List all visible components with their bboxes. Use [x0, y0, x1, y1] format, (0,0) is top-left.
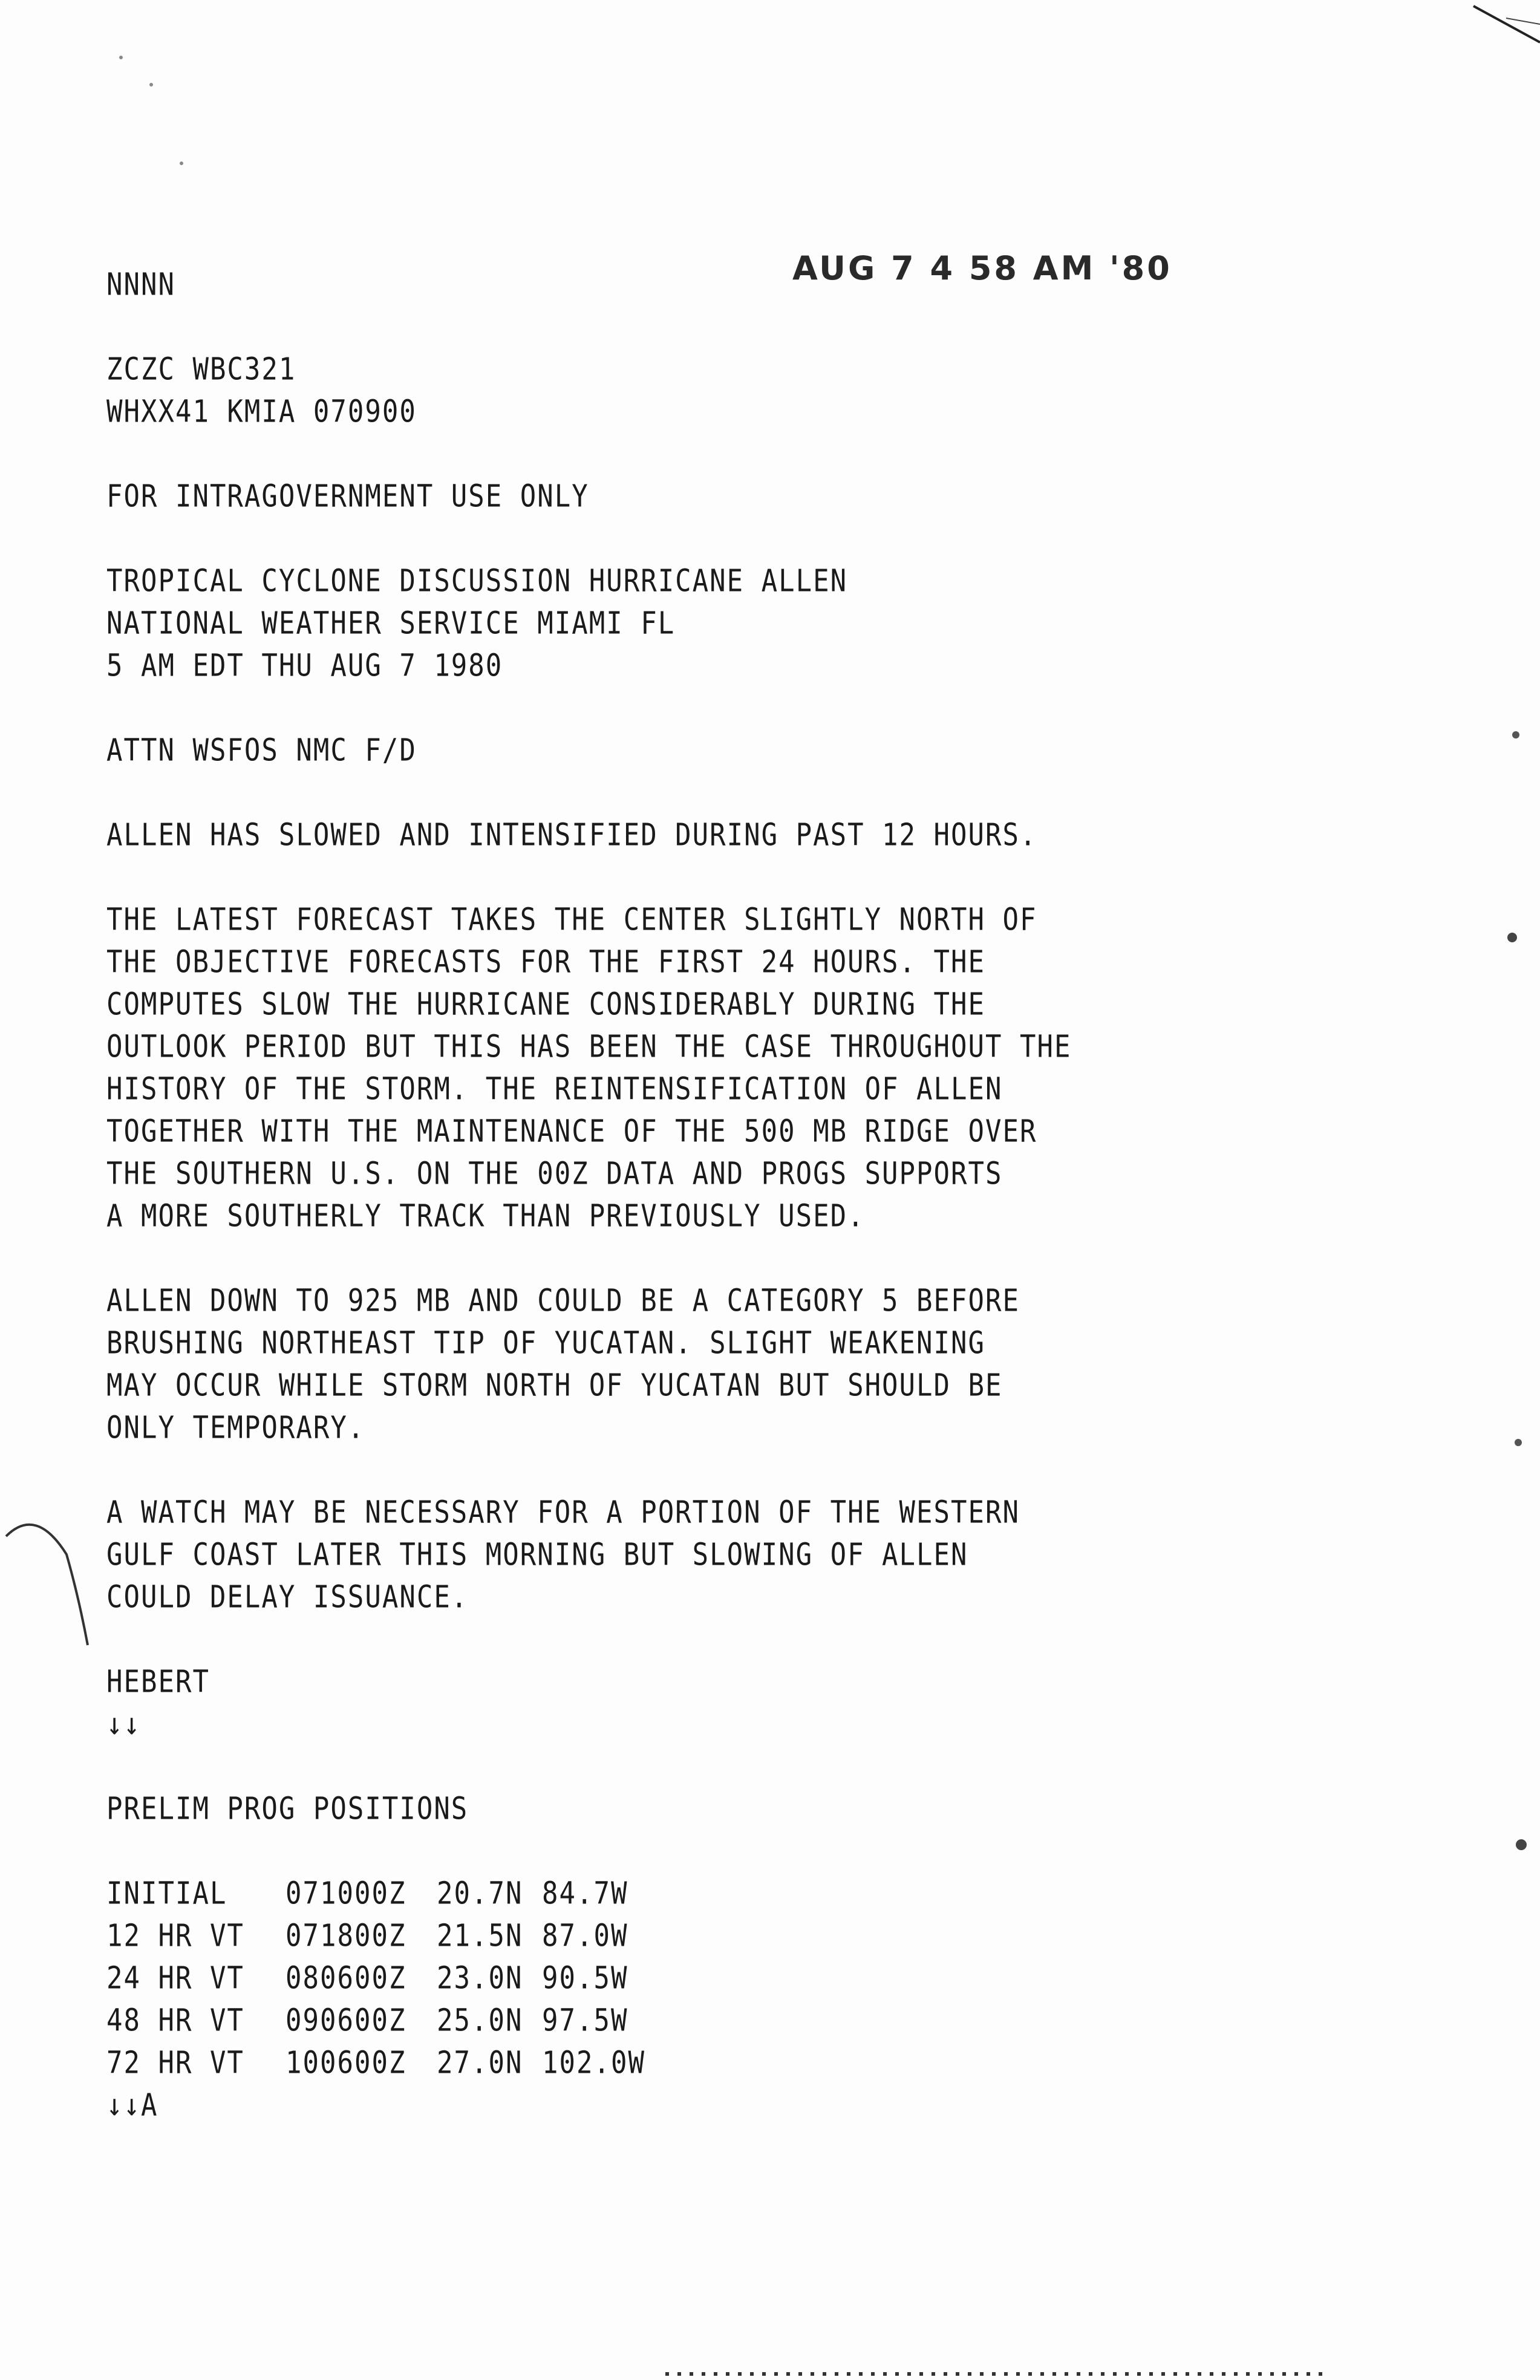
title-line-3: 5 AM EDT THU AUG 7 1980	[106, 648, 503, 684]
paragraph-2-line: COMPUTES SLOW THE HURRICANE CONSIDERABLY DURING THE	[106, 986, 986, 1023]
paragraph-3-line: ALLEN DOWN TO 925 MB AND COULD BE A CATEGORY 5 BEFORE	[106, 1283, 1020, 1319]
received-time-stamp: AUG 7 4 58 AM '80	[792, 249, 1172, 287]
prog-position-row	[106, 2045, 645, 2232]
end-marker: ↓↓A	[106, 2087, 158, 2124]
prog-time: 071800Z	[285, 1918, 406, 1954]
routing-line-2: WHXX41 KMIA 070900	[106, 394, 417, 430]
paragraph-2-line: THE SOUTHERN U.S. ON THE 00Z DATA AND PROGS SUPPORTS	[106, 1156, 1003, 1192]
prog-time: 080600Z	[285, 1960, 406, 1997]
paragraph-2-line: TOGETHER WITH THE MAINTENANCE OF THE 500 MB RIDGE OVER	[106, 1113, 1037, 1150]
attn-line: ATTN WSFOS NMC F/D	[106, 732, 417, 769]
prog-longitude: 84.7W	[542, 1876, 628, 1912]
prog-longitude: 90.5W	[542, 1960, 628, 1997]
prog-latitude: 23.0N	[437, 1960, 523, 1997]
prog-label: INITIAL	[106, 1876, 227, 1912]
paragraph-3-line: MAY OCCUR WHILE STORM NORTH OF YUCATAN BUT SHOULD BE	[106, 1368, 1003, 1404]
paragraph-2-line: HISTORY OF THE STORM. THE REINTENSIFICATION OF ALLEN	[106, 1071, 1003, 1107]
prog-latitude: 21.5N	[437, 1918, 523, 1954]
paragraph-4-line: COULD DELAY ISSUANCE.	[106, 1579, 469, 1615]
prog-time: 100600Z	[285, 2045, 406, 2081]
prog-longitude: 102.0W	[542, 2045, 645, 2081]
title-line-1: TROPICAL CYCLONE DISCUSSION HURRICANE ALLEN	[106, 563, 848, 599]
prog-label: 72 HR VT	[106, 2045, 244, 2081]
prog-latitude: 25.0N	[437, 2003, 523, 2039]
prog-latitude: 20.7N	[437, 1876, 523, 1912]
paragraph-2-line: A MORE SOUTHERLY TRACK THAN PREVIOUSLY USED.	[106, 1198, 865, 1234]
prog-time: 090600Z	[285, 2003, 406, 2039]
prog-label: 48 HR VT	[106, 2003, 244, 2039]
end-marker: ↓↓	[106, 1706, 141, 1743]
prog-longitude: 87.0W	[542, 1918, 628, 1954]
nnnn-marker: NNNN	[106, 267, 175, 303]
prog-positions-title: PRELIM PROG POSITIONS	[106, 1791, 469, 1827]
prog-label: 24 HR VT	[106, 1960, 244, 1997]
paragraph-3-line: ONLY TEMPORARY.	[106, 1410, 365, 1446]
classification-line: FOR INTRAGOVERNMENT USE ONLY	[106, 478, 589, 515]
routing-line-1: ZCZC WBC321	[106, 351, 296, 388]
prog-latitude: 27.0N	[437, 2045, 523, 2081]
prog-label: 12 HR VT	[106, 1918, 244, 1954]
paragraph-2-line: THE OBJECTIVE FORECASTS FOR THE FIRST 24 HOURS. THE	[106, 944, 986, 980]
paragraph-4-line: GULF COAST LATER THIS MORNING BUT SLOWING OF ALLEN	[106, 1537, 968, 1573]
prog-time: 071000Z	[285, 1876, 406, 1912]
paragraph-2-line: OUTLOOK PERIOD BUT THIS HAS BEEN THE CASE THROUGHOUT THE	[106, 1029, 1072, 1065]
paragraph-1-line: ALLEN HAS SLOWED AND INTENSIFIED DURING PAST 12 HOURS.	[106, 817, 1037, 853]
title-line-2: NATIONAL WEATHER SERVICE MIAMI FL	[106, 605, 676, 642]
prog-longitude: 97.5W	[542, 2003, 628, 2039]
paragraph-2-line: THE LATEST FORECAST TAKES THE CENTER SLIGHTLY NORTH OF	[106, 902, 1037, 938]
paragraph-4-line: A WATCH MAY BE NECESSARY FOR A PORTION OF THE WESTERN	[106, 1495, 1020, 1531]
signature: HEBERT	[106, 1664, 210, 1700]
paragraph-3-line: BRUSHING NORTHEAST TIP OF YUCATAN. SLIGHT WEAKENING	[106, 1325, 986, 1361]
